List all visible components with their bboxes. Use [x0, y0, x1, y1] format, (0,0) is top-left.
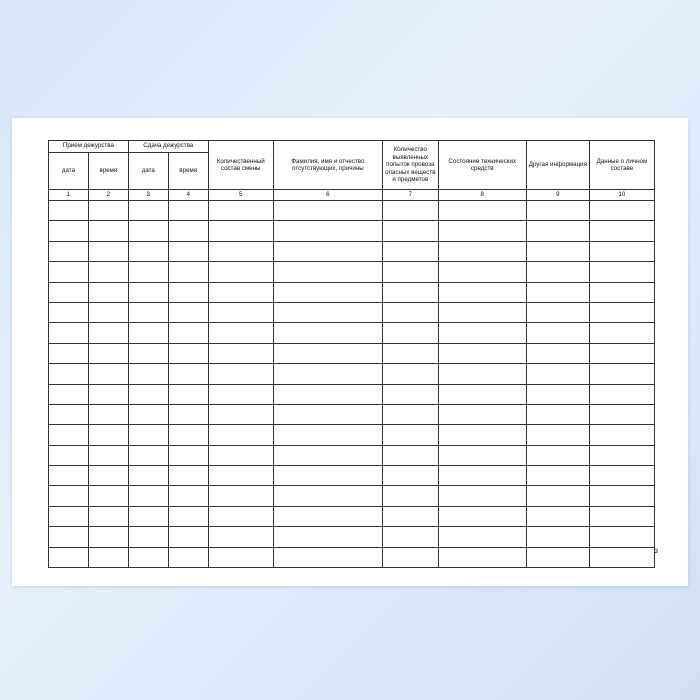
- table-cell[interactable]: [526, 262, 589, 282]
- table-cell[interactable]: [526, 201, 589, 221]
- table-cell[interactable]: [273, 302, 382, 322]
- table-cell[interactable]: [438, 384, 526, 404]
- table-cell[interactable]: [526, 323, 589, 343]
- table-row[interactable]: [49, 302, 655, 322]
- table-cell[interactable]: [208, 425, 273, 445]
- table-cell[interactable]: [49, 343, 89, 363]
- table-row[interactable]: [49, 221, 655, 241]
- table-cell[interactable]: [273, 343, 382, 363]
- table-cell[interactable]: [208, 445, 273, 465]
- table-cell[interactable]: [168, 364, 208, 384]
- table-cell[interactable]: [49, 323, 89, 343]
- table-cell[interactable]: [589, 201, 654, 221]
- table-cell[interactable]: [382, 384, 438, 404]
- table-cell[interactable]: [273, 364, 382, 384]
- column-number: 3: [128, 190, 168, 201]
- table-cell[interactable]: [88, 547, 128, 567]
- table-cell[interactable]: [168, 343, 208, 363]
- table-cell[interactable]: [128, 425, 168, 445]
- table-cell[interactable]: [382, 221, 438, 241]
- table-cell[interactable]: [589, 547, 654, 567]
- table-cell[interactable]: [273, 384, 382, 404]
- table-row[interactable]: [49, 201, 655, 221]
- column-subheader: дата: [49, 153, 89, 190]
- table-cell[interactable]: [208, 384, 273, 404]
- table-cell[interactable]: [526, 384, 589, 404]
- table-cell[interactable]: [438, 466, 526, 486]
- table-cell[interactable]: [208, 302, 273, 322]
- table-row[interactable]: [49, 241, 655, 261]
- column-number: 6: [273, 190, 382, 201]
- column-subheader: время: [88, 153, 128, 190]
- table-row[interactable]: [49, 466, 655, 486]
- table-cell[interactable]: [438, 201, 526, 221]
- table-cell[interactable]: [273, 282, 382, 302]
- table-cell[interactable]: [589, 221, 654, 241]
- journal-table-container: [48, 140, 655, 568]
- table-cell[interactable]: [438, 221, 526, 241]
- table-cell[interactable]: [589, 282, 654, 302]
- table-cell[interactable]: [208, 547, 273, 567]
- column-header: Данные о личном составе: [589, 141, 654, 190]
- column-number: 4: [168, 190, 208, 201]
- table-cell[interactable]: [208, 323, 273, 343]
- table-cell[interactable]: [273, 547, 382, 567]
- table-cell[interactable]: [382, 282, 438, 302]
- table-cell[interactable]: [526, 466, 589, 486]
- table-cell[interactable]: [526, 425, 589, 445]
- table-cell[interactable]: [49, 221, 89, 241]
- table-cell[interactable]: [526, 527, 589, 547]
- table-cell[interactable]: [88, 506, 128, 526]
- table-cell[interactable]: [88, 445, 128, 465]
- table-cell[interactable]: [273, 506, 382, 526]
- table-cell[interactable]: [382, 262, 438, 282]
- table-cell[interactable]: [208, 404, 273, 424]
- table-cell[interactable]: [168, 241, 208, 261]
- table-cell[interactable]: [438, 262, 526, 282]
- table-cell[interactable]: [382, 364, 438, 384]
- table-cell[interactable]: [49, 364, 89, 384]
- table-cell[interactable]: [589, 466, 654, 486]
- table-cell[interactable]: [589, 404, 654, 424]
- column-header: Количество выявленных попыток провоза опасных веществ и предметов: [382, 141, 438, 190]
- table-cell[interactable]: [382, 466, 438, 486]
- table-cell[interactable]: [49, 466, 89, 486]
- table-cell[interactable]: [526, 343, 589, 363]
- table-cell[interactable]: [589, 425, 654, 445]
- table-cell[interactable]: [88, 425, 128, 445]
- table-cell[interactable]: [128, 262, 168, 282]
- table-cell[interactable]: [273, 445, 382, 465]
- table-cell[interactable]: [589, 445, 654, 465]
- table-cell[interactable]: [88, 201, 128, 221]
- table-cell[interactable]: [128, 241, 168, 261]
- table-cell[interactable]: [526, 486, 589, 506]
- column-number: 9: [526, 190, 589, 201]
- table-cell[interactable]: [88, 323, 128, 343]
- table-cell[interactable]: [382, 506, 438, 526]
- table-cell[interactable]: [273, 241, 382, 261]
- table-row[interactable]: [49, 323, 655, 343]
- column-header: Другая информация: [526, 141, 589, 190]
- table-cell[interactable]: [49, 201, 89, 221]
- table-cell[interactable]: [49, 404, 89, 424]
- table-cell[interactable]: [589, 262, 654, 282]
- table-cell[interactable]: [589, 323, 654, 343]
- table-cell[interactable]: [382, 201, 438, 221]
- table-cell[interactable]: [168, 221, 208, 241]
- table-cell[interactable]: [128, 527, 168, 547]
- table-cell[interactable]: [208, 486, 273, 506]
- table-row[interactable]: [49, 445, 655, 465]
- table-cell[interactable]: [88, 241, 128, 261]
- table-cell[interactable]: [208, 506, 273, 526]
- table-cell[interactable]: [49, 282, 89, 302]
- table-cell[interactable]: [589, 302, 654, 322]
- table-cell[interactable]: [208, 201, 273, 221]
- column-group-header: Прием дежурства: [49, 141, 129, 153]
- table-cell[interactable]: [589, 241, 654, 261]
- table-cell[interactable]: [273, 201, 382, 221]
- table-cell[interactable]: [526, 241, 589, 261]
- table-cell[interactable]: [88, 364, 128, 384]
- table-cell[interactable]: [49, 527, 89, 547]
- table-cell[interactable]: [273, 527, 382, 547]
- table-cell[interactable]: [273, 466, 382, 486]
- table-row[interactable]: [49, 425, 655, 445]
- table-cell[interactable]: [128, 445, 168, 465]
- table-cell[interactable]: [88, 302, 128, 322]
- table-cell[interactable]: [49, 547, 89, 567]
- table-cell[interactable]: [49, 425, 89, 445]
- table-row[interactable]: [49, 282, 655, 302]
- table-cell[interactable]: [49, 486, 89, 506]
- table-cell[interactable]: [168, 282, 208, 302]
- column-subheader: дата: [128, 153, 168, 190]
- table-cell[interactable]: [88, 343, 128, 363]
- table-cell[interactable]: [589, 506, 654, 526]
- table-cell[interactable]: [438, 282, 526, 302]
- column-number: 10: [589, 190, 654, 201]
- table-cell[interactable]: [49, 241, 89, 261]
- page-number: 3: [654, 548, 658, 555]
- column-number: 5: [208, 190, 273, 201]
- table-cell[interactable]: [438, 343, 526, 363]
- table-cell[interactable]: [208, 364, 273, 384]
- table-cell[interactable]: [128, 282, 168, 302]
- table-cell[interactable]: [589, 364, 654, 384]
- table-cell[interactable]: [526, 506, 589, 526]
- table-cell[interactable]: [168, 547, 208, 567]
- table-cell[interactable]: [168, 201, 208, 221]
- table-row[interactable]: [49, 506, 655, 526]
- table-row[interactable]: [49, 404, 655, 424]
- table-cell[interactable]: [208, 221, 273, 241]
- table-cell[interactable]: [168, 445, 208, 465]
- document-sheet: [12, 118, 688, 586]
- table-cell[interactable]: [128, 486, 168, 506]
- table-cell[interactable]: [382, 547, 438, 567]
- table-cell[interactable]: [88, 384, 128, 404]
- table-cell[interactable]: [526, 445, 589, 465]
- column-header: Количественный состав смены: [208, 141, 273, 190]
- table-cell[interactable]: [438, 404, 526, 424]
- table-cell[interactable]: [208, 466, 273, 486]
- column-number: 1: [49, 190, 89, 201]
- table-cell[interactable]: [273, 425, 382, 445]
- table-cell[interactable]: [168, 323, 208, 343]
- table-cell[interactable]: [128, 201, 168, 221]
- table-cell[interactable]: [49, 506, 89, 526]
- table-row[interactable]: [49, 262, 655, 282]
- table-cell[interactable]: [128, 343, 168, 363]
- column-subheader: время: [168, 153, 208, 190]
- table-cell[interactable]: [526, 404, 589, 424]
- table-cell[interactable]: [88, 221, 128, 241]
- table-cell[interactable]: [273, 323, 382, 343]
- table-cell[interactable]: [208, 262, 273, 282]
- table-cell[interactable]: [382, 343, 438, 363]
- table-cell[interactable]: [526, 282, 589, 302]
- table-cell[interactable]: [128, 221, 168, 241]
- table-row[interactable]: [49, 384, 655, 404]
- table-cell[interactable]: [168, 425, 208, 445]
- table-cell[interactable]: [438, 547, 526, 567]
- column-group-header: Сдача дежурства: [128, 141, 208, 153]
- table-cell[interactable]: [438, 302, 526, 322]
- table-cell[interactable]: [273, 486, 382, 506]
- table-cell[interactable]: [128, 384, 168, 404]
- table-cell[interactable]: [168, 404, 208, 424]
- table-cell[interactable]: [168, 384, 208, 404]
- table-cell[interactable]: [526, 364, 589, 384]
- table-cell[interactable]: [88, 262, 128, 282]
- table-cell[interactable]: [49, 302, 89, 322]
- table-cell[interactable]: [589, 384, 654, 404]
- header-row-groups: [49, 141, 655, 153]
- table-row[interactable]: [49, 527, 655, 547]
- column-number: 7: [382, 190, 438, 201]
- table-cell[interactable]: [382, 527, 438, 547]
- table-cell[interactable]: [128, 323, 168, 343]
- table-cell[interactable]: [526, 221, 589, 241]
- table-cell[interactable]: [438, 323, 526, 343]
- table-cell[interactable]: [382, 404, 438, 424]
- table-cell[interactable]: [49, 445, 89, 465]
- table-cell[interactable]: [128, 506, 168, 526]
- table-cell[interactable]: [128, 547, 168, 567]
- table-cell[interactable]: [526, 302, 589, 322]
- table-cell[interactable]: [168, 262, 208, 282]
- table-cell[interactable]: [438, 241, 526, 261]
- table-cell[interactable]: [88, 527, 128, 547]
- table-cell[interactable]: [168, 302, 208, 322]
- table-cell[interactable]: [208, 241, 273, 261]
- table-cell[interactable]: [589, 343, 654, 363]
- table-cell[interactable]: [128, 466, 168, 486]
- table-cell[interactable]: [382, 425, 438, 445]
- table-cell[interactable]: [438, 445, 526, 465]
- table-cell[interactable]: [589, 486, 654, 506]
- table-row[interactable]: [49, 547, 655, 567]
- table-cell[interactable]: [382, 241, 438, 261]
- table-cell[interactable]: [589, 527, 654, 547]
- column-header: Фамилия, имя и отчество отсутствующих, причины: [273, 141, 382, 190]
- table-cell[interactable]: [438, 364, 526, 384]
- table-cell[interactable]: [438, 425, 526, 445]
- table-cell[interactable]: [382, 323, 438, 343]
- table-cell[interactable]: [128, 404, 168, 424]
- table-cell[interactable]: [273, 262, 382, 282]
- column-number: 2: [88, 190, 128, 201]
- table-cell[interactable]: [382, 486, 438, 506]
- table-cell[interactable]: [168, 506, 208, 526]
- column-number-row: [49, 190, 655, 201]
- table-cell[interactable]: [382, 302, 438, 322]
- table-row[interactable]: [49, 364, 655, 384]
- table-cell[interactable]: [168, 527, 208, 547]
- table-cell[interactable]: [438, 527, 526, 547]
- table-row[interactable]: [49, 486, 655, 506]
- table-cell[interactable]: [438, 486, 526, 506]
- table-cell[interactable]: [168, 486, 208, 506]
- table-cell[interactable]: [128, 364, 168, 384]
- table-cell[interactable]: [49, 384, 89, 404]
- table-cell[interactable]: [273, 221, 382, 241]
- table-cell[interactable]: [88, 466, 128, 486]
- table-cell[interactable]: [208, 343, 273, 363]
- table-cell[interactable]: [273, 404, 382, 424]
- table-cell[interactable]: [128, 302, 168, 322]
- column-header: Состояние технических средств: [438, 141, 526, 190]
- table-row[interactable]: [49, 343, 655, 363]
- table-cell[interactable]: [168, 466, 208, 486]
- table-cell[interactable]: [88, 282, 128, 302]
- table-cell[interactable]: [208, 282, 273, 302]
- table-cell[interactable]: [88, 404, 128, 424]
- table-cell[interactable]: [208, 527, 273, 547]
- journal-table: [48, 140, 655, 568]
- table-cell[interactable]: [88, 486, 128, 506]
- table-cell[interactable]: [382, 445, 438, 465]
- column-number: 8: [438, 190, 526, 201]
- table-cell[interactable]: [438, 506, 526, 526]
- table-cell[interactable]: [526, 547, 589, 567]
- table-cell[interactable]: [49, 262, 89, 282]
